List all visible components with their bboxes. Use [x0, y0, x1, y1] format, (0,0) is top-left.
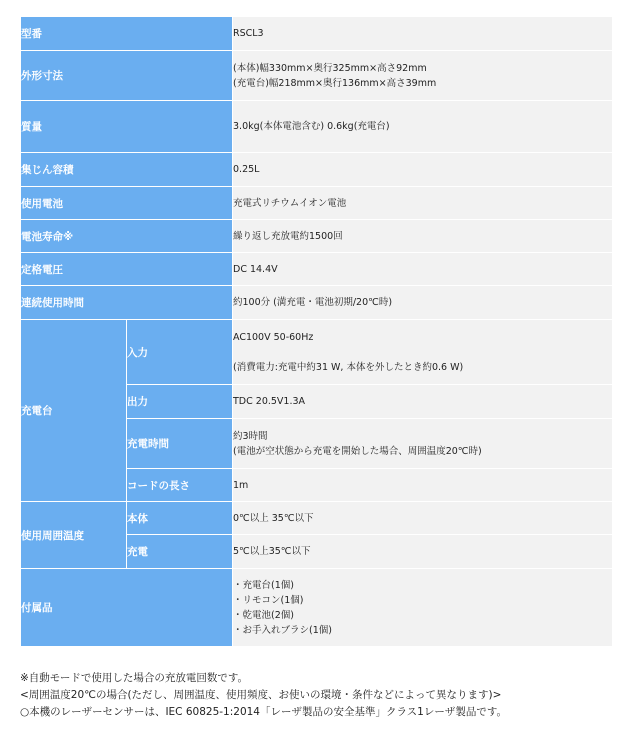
table-row [21, 502, 613, 535]
footnote-conditions: <周囲温度20℃の場合(ただし、周囲温度、使用頻度、お使いの環境・条件などによって異なります)> [20, 689, 502, 701]
table-row [21, 187, 613, 220]
sub-label-body: 本体 [127, 502, 233, 535]
rated-voltage-value: DC 14.4V [233, 253, 613, 286]
body-temp-value: 0℃以上 35℃以下 [233, 502, 613, 535]
sub-label-output: 出力 [127, 385, 233, 419]
table-row [21, 101, 613, 153]
row-label-weight: 質量 [21, 101, 233, 153]
input-power: (消費電力:充電中約31 W, 本体を外したとき約0.6 W) [233, 361, 464, 373]
sub-label-charging: 充電 [127, 535, 233, 569]
sub-label-cord-length: コードの長さ [127, 469, 233, 502]
row-label-charger: 充電台 [21, 320, 127, 502]
table-row [21, 253, 613, 286]
battery-life-value: 繰り返し充放電約1500回 [233, 220, 613, 253]
accessories-value [233, 569, 613, 647]
table-row [21, 286, 613, 320]
accessory-item: ・乾電池(2個) [233, 609, 294, 621]
row-label-rated-voltage: 定格電圧 [21, 253, 233, 286]
dimensions-body: (本体)幅330mm×奥行325mm×高さ92mm [233, 62, 427, 74]
row-label-dust-capacity: 集じん容積 [21, 153, 233, 187]
input-value [233, 320, 613, 385]
row-label-dimensions: 外形寸法 [21, 51, 233, 101]
output-value: TDC 20.5V1.3A [233, 385, 613, 419]
dimensions-value [233, 51, 613, 101]
model-value: RSCL3 [233, 17, 613, 51]
battery-value: 充電式リチウムイオン電池 [233, 187, 613, 220]
footnote-cycles: ※自動モードで使用した場合の充放電回数です。 [20, 672, 249, 684]
row-label-battery-life: 電池寿命※ [21, 220, 233, 253]
charge-time-note: (電池が空状態から充電を開始した場合、周囲温度20℃時) [233, 445, 482, 457]
table-row [21, 51, 613, 101]
table-row [21, 153, 613, 187]
footnote-laser: ○本機のレーザーセンサーは、IEC 60825-1:2014「レーザ製品の安全基準」クラス1レーザ製品です。 [20, 706, 508, 718]
spacer [233, 345, 612, 360]
spec-table [20, 16, 613, 647]
row-label-continuous-time: 連続使用時間 [21, 286, 233, 320]
cord-length-value: 1m [233, 469, 613, 502]
row-label-ambient-temp: 使用周囲温度 [21, 502, 127, 569]
table-row [21, 320, 613, 385]
accessory-item: ・お手入れブラシ(1個) [233, 624, 332, 636]
charging-temp-value: 5℃以上35℃以下 [233, 535, 613, 569]
sub-label-charge-time: 充電時間 [127, 419, 233, 469]
row-label-battery: 使用電池 [21, 187, 233, 220]
accessory-item: ・充電台(1個) [233, 579, 294, 591]
footnotes [20, 670, 630, 721]
row-label-accessories: 付属品 [21, 569, 233, 647]
accessory-item: ・リモコン(1個) [233, 594, 304, 606]
weight-value: 3.0kg(本体電池含む) 0.6kg(充電台) [233, 101, 613, 153]
spec-table-container [20, 16, 612, 647]
sub-label-input: 入力 [127, 320, 233, 385]
charge-time-main: 約3時間 [233, 430, 268, 442]
continuous-time-value: 約100分 (満充電・電池初期/20℃時) [233, 286, 613, 320]
table-row [21, 17, 613, 51]
charge-time-value [233, 419, 613, 469]
dust-capacity-value: 0.25L [233, 153, 613, 187]
table-row [21, 569, 613, 647]
dimensions-charger: (充電台)幅218mm×奥行136mm×高さ39mm [233, 77, 437, 89]
table-row [21, 220, 613, 253]
input-voltage: AC100V 50-60Hz [233, 331, 314, 343]
row-label-model: 型番 [21, 17, 233, 51]
